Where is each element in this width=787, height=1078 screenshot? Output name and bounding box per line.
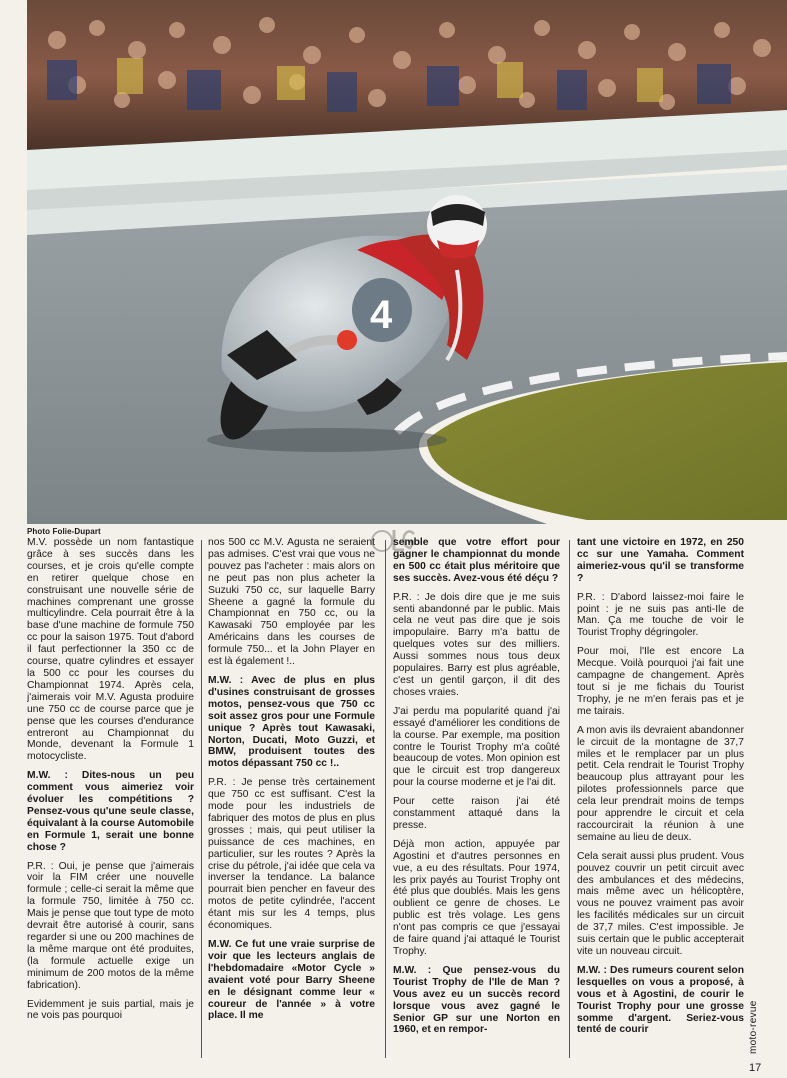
- magazine-name-vertical: [744, 1000, 764, 1054]
- paragraph: A mon avis ils devraient abandonner le circuit de la montagne de 37,7 miles et le remplacer par un plus petit. Cela rendrait le Tourist Trophy beaucoup plus attrayant pour les pilotes professionnels parce que cela leur prendrait moins de temps pour apprendre le circuit et cela raccourcirait la réunion à une semaine au lieu de deux.: [577, 724, 744, 843]
- paragraph: nos 500 cc M.V. Agusta ne seraient pas admises. C'est vrai que vous ne pouvez pas l'acheter : mais alors on ne peut pas non plus acheter la Suzuki 750 cc, sur laquelle Barry Sheene a gagné la formule du Championnat en 750 cc, ou la Kawasaki 750 employée par les Américains dans les courses de formule 750... et la John Player en est là également !..: [208, 537, 375, 668]
- interview-question: M.W. : Avec de plus en plus d'usines construisant de grosses motos, pensez-vous que 750 cc soit assez gros pour une Formule unique ? Après tout Kawasaki, Norton, Ducati, Moto Guzzi, et BMW, produisent toutes des motos dépassant 750 cc !..: [208, 674, 375, 770]
- interview-question: M.W. : Que pensez-vous du Tourist Trophy de l'Ile de Man ? Vous avez eu un succès record lorsque vous avez gagné le Senior GP sur une Norton en 1960, et en rempor-: [393, 964, 560, 1036]
- column-divider: [569, 540, 570, 1058]
- article-column-2: [208, 537, 375, 1062]
- motorcycle-race-photo: [27, 0, 787, 524]
- paragraph: Déjà mon action, appuyée par Agostini et d'autres personnes en vue, a eu des résultats. Pour 1974, les prix payés au Tourist Trophy ont été plus que doublés. Mais les gens oublient ce genre de choses. Le public est très volage. Les gens n'ont pas compris ce que j'essayai de faire quand j'ai attaqué le Tourist Trophy.: [393, 838, 560, 957]
- magazine-name: moto-revue: [748, 1000, 759, 1054]
- paragraph: P.R. : Oui, je pense que j'aimerais voir la FIM créer une nouvelle formule ; celle-ci serait la même que la formule 750, limitée à 750 cc. Mais je pense que tout type de moto devrait être autorisé à courir, sans regarder si une ou 200 machines de la même marque ont été produites, (la formule actuelle exige un minimum de 200 motos de la même fabrication).: [27, 860, 194, 991]
- column-divider: [385, 540, 386, 1058]
- interview-question: M.W. : Dites-nous un peu comment vous aimeriez voir évoluer les compétitions ? Pensez-vous qu'une seule classe, équivalant à la course Automobile en Formule 1, serait une bonne chose ?: [27, 770, 194, 853]
- paragraph: J'ai perdu ma popularité quand j'ai essayé d'améliorer les conditions de la course. Par exemple, ma position contre le Tourist Trophy m'a coûté beaucoup de votes. Mon opinion est que le circuit est trop dangereux pour la course moderne et je l'ai dit.: [393, 705, 560, 789]
- paragraph: M.V. possède un nom fantastique grâce à ses succès dans les courses, et je crois qu'elle compte en retirer quelque chose en construisant une nouvelle série de machines comprenant une grosse multicylindre. Cela pourrait être à la base d'une machine de formule 750 cc pour la saison 1975. Tout d'abord il faut perfectionner la 350 cc de course, quatre cylindres et essayer la 500 cc pour les courses du Championnat 1974. Après cela, j'aimerais voir M.V. Agusta produire une 750 cc de course parce que je pense que les courses d'endurance entreront au Championnat du Monde, devenant la Formule 1 motocycliste.: [27, 537, 194, 763]
- paragraph: P.R. : Je pense très certainement que 750 cc est suffisant. C'est la mode pour les industriels de fabriquer des motos de plus en plus grosses ; mais, qui peut utiliser la puissance de ces machines, en particulier, sur les routes ? Après la crise du pétrole, j'ai idée que cela va inverser la tendance. La balance pourrait bien pencher en faveur des motos de petite cylindrée, l'accent étant mis sur les 4 temps, plus économiques.: [208, 777, 375, 932]
- paragraph: P.R. : Je dois dire que je me suis senti abandonné par le public. Mais cela ne veut pas dire que je sois impopulaire. Barry m'a battu de quelques votes sur des milliers. Aussi sommes nous tous deux populaires. Barry est plus agréable, c'est un gentil garçon, il dit des choses vraies.: [393, 591, 560, 698]
- article-column-3: [393, 537, 560, 1062]
- fairing-number: 4: [370, 293, 393, 337]
- interview-question: M.W. : Des rumeurs courent selon lesquelles on vous a proposé, à vous et à Agostini, de courir le Tourist Trophy pour une grosse somme d'argent. Seriez-vous tenté de courir: [577, 964, 744, 1036]
- article-column-4: [577, 537, 744, 1062]
- interview-question: M.W. Ce fut une vraie surprise de voir que les lecteurs anglais de l'hebdomadaire «Motor Cycle » avaient voté pour Barry Sheene en le désignant comme leur « coureur de l'année » à votre place. Il me: [208, 939, 375, 1022]
- interview-question: semble que votre effort pour gagner le championnat du monde en 500 cc était plus méritoire que ses succès. Avez-vous été déçu ?: [393, 537, 560, 584]
- paragraph: Evidemment je suis partial, mais je ne vois pas pourquoi: [27, 998, 194, 1022]
- column-divider: [201, 540, 202, 1058]
- paragraph: Cela serait aussi plus prudent. Vous pouvez couvrir un petit circuit avec des ambulances et des médecins, mais même avec un hélicoptère, vous ne pouvez vraiment pas avoir les facilités médicales sur un circuit de 37,7 miles. C'est impossible. Je suis certain que le public accepterait vite un nouveau circuit.: [577, 850, 744, 957]
- photo-credit: Photo Folie-Dupart: [27, 527, 101, 536]
- photo-illustration: [27, 0, 787, 524]
- paragraph: P.R. : D'abord laissez-moi faire le point : je ne suis pas anti-Ile de Man. Ça me touche de voir le Tourist Trophy dégringoler.: [577, 591, 744, 639]
- interview-question: tant une victoire en 1972, en 250 cc sur une Yamaha. Comment aimeriez-vous qu'il se transforme ?: [577, 537, 744, 584]
- page-number: 17: [749, 1062, 762, 1074]
- paragraph: Pour cette raison j'ai été constamment attaqué dans la presse.: [393, 796, 560, 831]
- article-column-1: [27, 537, 194, 1062]
- paragraph: Pour moi, l'Ile est encore La Mecque. Voilà pourquoi j'ai fait une campagne de changement. Après tout si je me fichais du Tourist Trophy, je ne m'en ferais pas et je me tairais.: [577, 646, 744, 717]
